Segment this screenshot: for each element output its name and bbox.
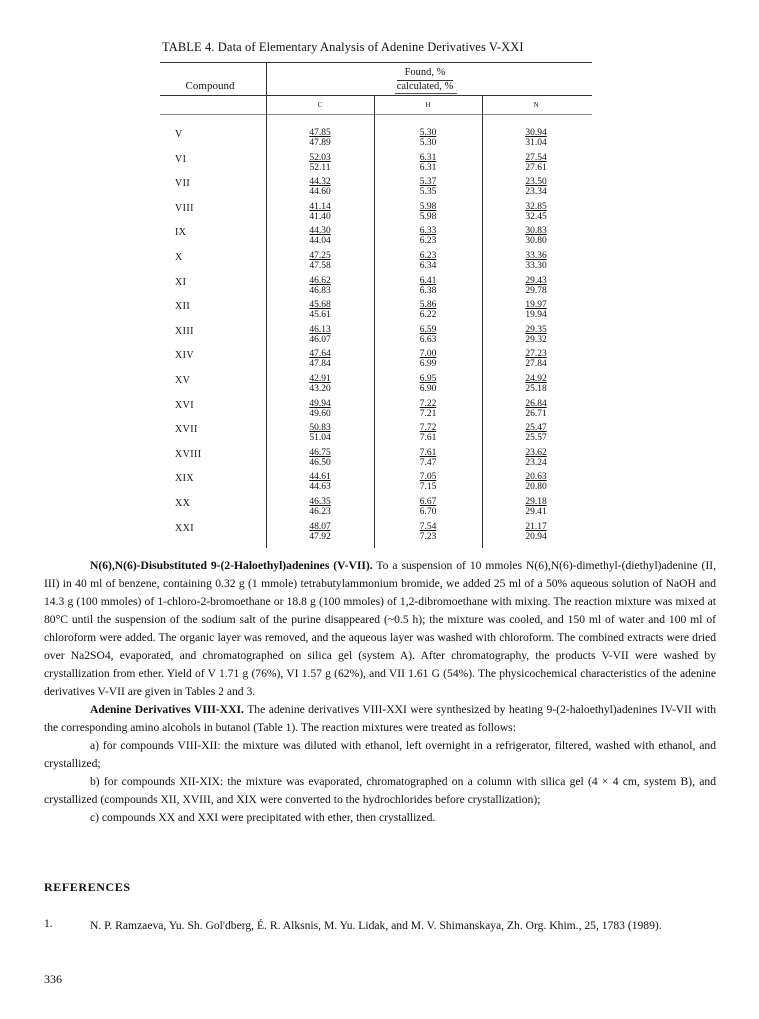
paragraph-title: Adenine Derivatives VIII-XXI. [90, 703, 244, 716]
found-value: 30.83 [525, 226, 547, 236]
found-value: 25.47 [525, 423, 547, 433]
value-cell-n [506, 399, 566, 419]
calculated-value: 6.90 [419, 384, 437, 394]
found-value: 29.18 [525, 497, 547, 507]
value-cell-c [290, 226, 350, 246]
calculated-value: 47.92 [309, 532, 331, 542]
found-value: 50.83 [309, 423, 331, 433]
calculated-value: 7.15 [419, 482, 437, 492]
value-cell-n [506, 349, 566, 369]
value-cell-h [398, 374, 458, 394]
calculated-value: 19.94 [525, 310, 547, 320]
calculated-value: 49.60 [309, 409, 331, 419]
calculated-value: 23.24 [525, 458, 547, 468]
compound-label: XV [175, 375, 191, 386]
value-cell-n [506, 497, 566, 517]
calculated-value: 5.35 [419, 187, 437, 197]
calculated-value: 20.94 [525, 532, 547, 542]
found-value: 5.37 [419, 177, 437, 187]
value-cell-h [398, 423, 458, 443]
calculated-value: 7.61 [419, 433, 437, 443]
found-value: 47.85 [309, 128, 331, 138]
calculated-value: 47.58 [309, 261, 331, 271]
found-value: 47.64 [309, 349, 331, 359]
compound-header: Compound [185, 80, 235, 92]
col-header-n: N [533, 101, 539, 109]
found-value: 7.22 [419, 399, 437, 409]
compound-label: VIII [175, 203, 194, 214]
found-value: 46.35 [309, 497, 331, 507]
calculated-value: 44.63 [309, 482, 331, 492]
value-cell-n [506, 226, 566, 246]
calculated-value: 46.07 [309, 335, 331, 345]
paragraph-body: To a suspension of 10 mmoles N(6),N(6)-dimethyl-(diethyl)adenine (II, III) in 40 ml of benzene, containing 0.32 g (1 mmole) tetrabutylammonium bromide, we added 25 ml of a 50% aqueous solution of NaOH and 14.3 g (100 mmoles) of 1-chloro-2-bromoethane or 18.8 g (100 mmoles) of 1,2-dibromoethane with mixing. The reaction mixture was mixed at 80°C until the suspension of the sodium salt of the purine disappeared (~0.5 h); the mixture was cooled, and 150 ml of water and 100 ml of chloroform were added. The organic layer was removed, and the aqueous layer was washed with chloroform. The combined extracts were dried over Na2SO4, evaporated, and chromatographed on silica gel (system A). After chromatography, the products V-VII were washed by crystallization from ether. Yield of V 1.71 g (76%), VI 1.57 g (62%), and VII 1.61 G (54%). The physicochemical characteristics of the adenine derivatives V-VII are given in Tables 2 and 3. [44, 559, 716, 698]
found-value: 41.14 [309, 202, 331, 212]
compound-label: V [175, 129, 183, 140]
calculated-value: 52.11 [309, 163, 331, 173]
compound-label: XXI [175, 523, 194, 534]
compound-label: XI [175, 277, 187, 288]
found-value: 33.36 [525, 251, 547, 261]
calculated-value: 41.40 [309, 212, 331, 222]
reference-number: 1. [44, 917, 53, 930]
value-cell-n [506, 300, 566, 320]
value-cell-n [506, 202, 566, 222]
value-cell-n [506, 325, 566, 345]
value-cell-h [398, 325, 458, 345]
value-cell-c [290, 325, 350, 345]
references-heading: REFERENCES [44, 880, 131, 894]
calculated-value: 23.34 [525, 187, 547, 197]
value-cell-n [506, 128, 566, 148]
col-separator-2 [374, 96, 375, 548]
found-value: 26.84 [525, 399, 547, 409]
value-cell-c [290, 423, 350, 443]
value-cell-c [290, 153, 350, 173]
reference-text: N. P. Ramzaeva, Yu. Sh. Gol'dberg, É. R. Alksnis, M. Yu. Lidak, and M. V. Shimanskaya, Zh. Org. Khim., 25, 1783 (1989). [90, 919, 662, 932]
value-cell-c [290, 448, 350, 468]
value-cell-n [506, 423, 566, 443]
compound-label: VII [175, 178, 191, 189]
found-value: 32.85 [525, 202, 547, 212]
found-value: 30.94 [525, 128, 547, 138]
calculated-value: 25.18 [525, 384, 547, 394]
page-number: 336 [44, 972, 62, 986]
compound-label: XVIII [175, 449, 202, 460]
calculated-value: 33.30 [525, 261, 547, 271]
found-value: 7.54 [419, 522, 437, 532]
found-value: 6.67 [419, 497, 437, 507]
found-value: 5.86 [419, 300, 437, 310]
calculated-value: 26.71 [525, 409, 547, 419]
calculated-value: 6.23 [419, 236, 437, 246]
calculated-value: 29.78 [525, 286, 547, 296]
calculated-value: 6.70 [419, 507, 437, 517]
calculated-value: 6.34 [419, 261, 437, 271]
found-value: 47.25 [309, 251, 331, 261]
calculated-value: 27.84 [525, 359, 547, 369]
value-cell-c [290, 202, 350, 222]
value-cell-c [290, 399, 350, 419]
value-cell-c [290, 128, 350, 148]
calculated-value: 5.30 [419, 138, 437, 148]
value-cell-h [398, 497, 458, 517]
value-cell-h [398, 399, 458, 419]
compound-label: XII [175, 301, 191, 312]
paragraph-viii-xxi [44, 701, 716, 737]
calculated-value: 47.89 [309, 138, 331, 148]
col-header-c: C [317, 101, 323, 109]
calculated-value: 29.32 [525, 335, 547, 345]
table-caption: TABLE 4. Data of Elementary Analysis of Adenine Derivatives V-XXI [162, 40, 524, 54]
found-value: 6.33 [419, 226, 437, 236]
found-value: 5.30 [419, 128, 437, 138]
found-value: 44.30 [309, 226, 331, 236]
calculated-value: 6.22 [419, 310, 437, 320]
found-value: 45.68 [309, 300, 331, 310]
calculated-value: 30.80 [525, 236, 547, 246]
found-value: 29.43 [525, 276, 547, 286]
value-cell-n [506, 472, 566, 492]
calculated-value: 46.23 [309, 507, 331, 517]
paragraph-title: N(6),N(6)-Disubstituted 9-(2-Haloethyl)adenines (V-VII). [90, 559, 373, 572]
calculated-value: 47.84 [309, 359, 331, 369]
found-value: 44.61 [309, 472, 331, 482]
found-value: 44.32 [309, 177, 331, 187]
value-cell-n [506, 276, 566, 296]
paragraph-item-a: a) for compounds VIII-XII: the mixture was diluted with ethanol, left overnight in a refrigerator, filtered, washed with ethanol, and crystallized; [44, 739, 716, 770]
col-separator-3 [482, 96, 483, 548]
value-cell-h [398, 128, 458, 148]
found-value: 23.62 [525, 448, 547, 458]
compound-label: XVII [175, 424, 198, 435]
calculated-value: 31.04 [525, 138, 547, 148]
found-value: 19.97 [525, 300, 547, 310]
calculated-value: 7.21 [419, 409, 437, 419]
table-subheader-rule [160, 114, 592, 115]
value-cell-c [290, 472, 350, 492]
found-value: 21.17 [525, 522, 547, 532]
calculated-value: 25.57 [525, 433, 547, 443]
found-value: 7.61 [419, 448, 437, 458]
calculated-value: 6.38 [419, 286, 437, 296]
calculated-value: 32.45 [525, 212, 547, 222]
paragraph-v-vii [44, 557, 716, 701]
value-cell-c [290, 251, 350, 271]
compound-label: X [175, 252, 183, 263]
table-top-rule [160, 62, 592, 63]
value-cell-h [398, 177, 458, 197]
value-cell-c [290, 497, 350, 517]
found-value: 27.54 [525, 153, 547, 163]
found-value: 27.23 [525, 349, 547, 359]
found-value: 24.92 [525, 374, 547, 384]
calculated-value: 27.61 [525, 163, 547, 173]
value-cell-n [506, 177, 566, 197]
found-value: 7.72 [419, 423, 437, 433]
value-cell-c [290, 177, 350, 197]
calculated-value: 44.04 [309, 236, 331, 246]
value-cell-n [506, 374, 566, 394]
found-value: 7.05 [419, 472, 437, 482]
value-cell-n [506, 448, 566, 468]
calculated-value: 7.23 [419, 532, 437, 542]
calculated-header: calculated, % [396, 81, 454, 92]
calculated-value: 5.98 [419, 212, 437, 222]
found-value: 7.00 [419, 349, 437, 359]
found-value: 6.23 [419, 251, 437, 261]
value-cell-n [506, 153, 566, 173]
value-cell-h [398, 522, 458, 542]
value-cell-c [290, 276, 350, 296]
value-cell-c [290, 522, 350, 542]
found-value: 42.91 [309, 374, 331, 384]
calculated-value: 6.31 [419, 163, 437, 173]
value-cell-h [398, 472, 458, 492]
calculated-value: 51.04 [309, 433, 331, 443]
calculated-value: 46.50 [309, 458, 331, 468]
calculated-value: 45.61 [309, 310, 331, 320]
value-cell-c [290, 374, 350, 394]
found-value: 52.03 [309, 153, 331, 163]
value-cell-c [290, 300, 350, 320]
found-value: 6.95 [419, 374, 437, 384]
compound-label: XVI [175, 400, 194, 411]
compound-label: XIV [175, 350, 194, 361]
calculated-value: 7.47 [419, 458, 437, 468]
found-value: 6.41 [419, 276, 437, 286]
compound-label: IX [175, 227, 187, 238]
value-cell-n [506, 251, 566, 271]
found-value: 46.75 [309, 448, 331, 458]
calculated-value: 6.99 [419, 359, 437, 369]
found-value: 5.98 [419, 202, 437, 212]
value-cell-h [398, 202, 458, 222]
found-value: 48.07 [309, 522, 331, 532]
value-cell-h [398, 251, 458, 271]
compound-label: XIII [175, 326, 194, 337]
value-cell-n [506, 522, 566, 542]
calculated-value: 43.20 [309, 384, 331, 394]
found-value: 6.31 [419, 153, 437, 163]
calculated-value: 46.83 [309, 286, 331, 296]
found-value: 49.94 [309, 399, 331, 409]
value-cell-h [398, 448, 458, 468]
value-cell-h [398, 153, 458, 173]
value-cell-h [398, 349, 458, 369]
found-value: 46.13 [309, 325, 331, 335]
calculated-value: 20.80 [525, 482, 547, 492]
paragraph-body: The adenine derivatives VIII-XXI were synthesized by heating 9-(2-haloethyl)adenines IV-VII with the corresponding amino alcohols in butanol (Table 1). The reaction mixtures were treated as follows: [44, 703, 716, 734]
paragraph-item-b: b) for compounds XII-XIX: the mixture was evaporated, chromatographed on a column with silica gel (4 × 4 cm, system B), and crystallized (compounds XII, XVIII, and XIX were converted to the hydrochlorides before crystallization); [44, 775, 716, 806]
calculated-value: 6.63 [419, 335, 437, 345]
found-header: Found, % [404, 67, 446, 78]
experimental-text [44, 557, 716, 827]
col-separator-1 [266, 62, 267, 548]
found-value: 46.62 [309, 276, 331, 286]
compound-label: XX [175, 498, 191, 509]
paragraph-item-c: c) compounds XX and XXI were precipitated with ether, then crystallized. [90, 811, 436, 824]
found-value: 23.50 [525, 177, 547, 187]
value-cell-c [290, 349, 350, 369]
compound-label: VI [175, 154, 187, 165]
value-cell-h [398, 276, 458, 296]
found-value: 6.59 [419, 325, 437, 335]
table-header-rule [160, 95, 592, 96]
found-value: 29.35 [525, 325, 547, 335]
calculated-underline [395, 93, 457, 94]
found-value: 20.63 [525, 472, 547, 482]
compound-label: XIX [175, 473, 194, 484]
value-cell-h [398, 226, 458, 246]
col-header-h: H [425, 101, 431, 109]
calculated-value: 29.41 [525, 507, 547, 517]
calculated-value: 44.60 [309, 187, 331, 197]
value-cell-h [398, 300, 458, 320]
